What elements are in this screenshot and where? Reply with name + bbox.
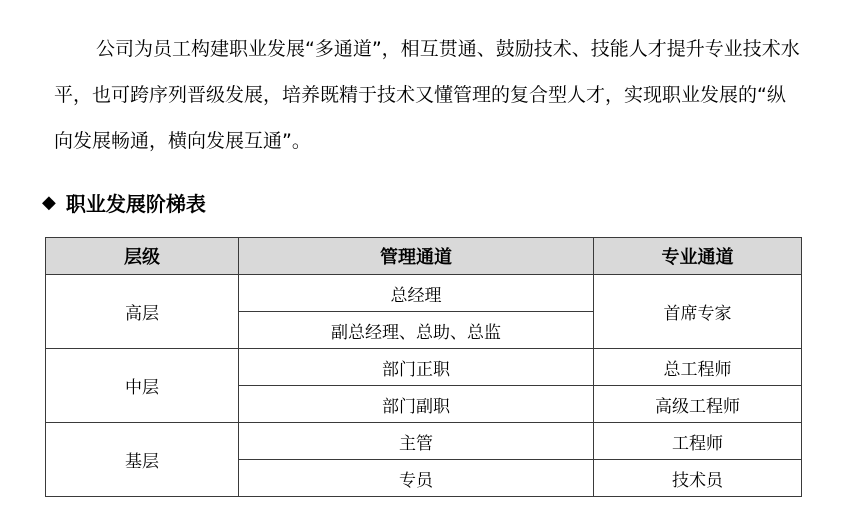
level-cell-junior: 基层 — [46, 423, 239, 497]
header-level: 层级 — [46, 238, 239, 275]
level-cell-middle: 中层 — [46, 349, 239, 423]
intro-text: 公司为员工构建职业发展“多通道”，相互贯通、鼓励技术、技能人才提升专业技术水平，也可跨序列晋级发展，培养既精于技术又懂管理的复合型人才，实现职业发展的“纵向发展畅通，横向发展互通”。 — [54, 38, 800, 152]
management-cell: 部门正职 — [239, 349, 594, 386]
professional-cell: 高级工程师 — [594, 386, 802, 423]
section-heading — [42, 188, 206, 217]
diamond-bullet-icon: ◆ — [42, 192, 56, 213]
professional-cell: 总工程师 — [594, 349, 802, 386]
header-management: 管理通道 — [239, 238, 594, 275]
intro-paragraph — [54, 26, 804, 164]
career-ladder-table — [45, 237, 802, 497]
table-row — [46, 423, 802, 460]
professional-cell: 首席专家 — [594, 275, 802, 349]
table-row — [46, 349, 802, 386]
table-row — [46, 275, 802, 312]
professional-cell: 工程师 — [594, 423, 802, 460]
level-cell-senior: 高层 — [46, 275, 239, 349]
management-cell: 主管 — [239, 423, 594, 460]
management-cell: 副总经理、总助、总监 — [239, 312, 594, 349]
table-header-row — [46, 238, 802, 275]
header-professional: 专业通道 — [594, 238, 802, 275]
management-cell: 总经理 — [239, 275, 594, 312]
management-cell: 专员 — [239, 460, 594, 497]
professional-cell: 技术员 — [594, 460, 802, 497]
management-cell: 部门副职 — [239, 386, 594, 423]
section-title: 职业发展阶梯表 — [65, 192, 206, 216]
